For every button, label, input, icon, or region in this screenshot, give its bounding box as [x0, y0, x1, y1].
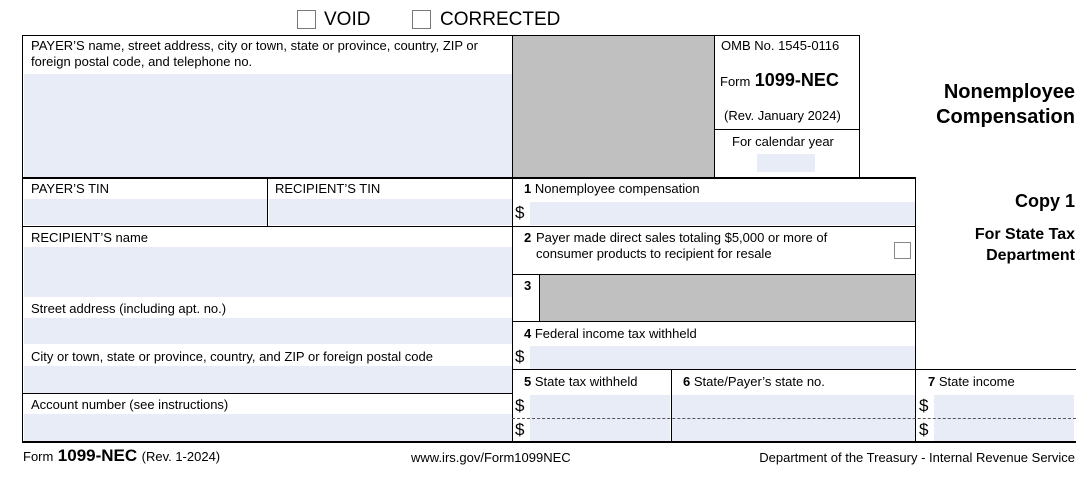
recipient-tin-field[interactable] — [269, 199, 512, 225]
box3-num — [524, 278, 531, 294]
row-226 — [22, 226, 916, 227]
frame-top — [22, 35, 860, 36]
recipient-name-label: RECIPIENT’S name — [31, 230, 149, 245]
box5-num: 5 — [524, 374, 532, 389]
box1-dollar: $ — [515, 203, 525, 222]
box4-dollar: $ — [515, 347, 525, 366]
form-title — [936, 80, 1075, 130]
footer-revision: (Rev. 1-2024) — [141, 449, 221, 464]
box1-field[interactable] — [530, 202, 915, 225]
box6-num: 6 — [683, 374, 691, 389]
copy-line1: For State Tax — [974, 226, 1075, 243]
footer-form-prefix: Form — [23, 449, 54, 464]
box2-checkbox[interactable] — [894, 242, 911, 259]
payer-info-field[interactable] — [24, 74, 512, 177]
box5-label — [524, 374, 637, 390]
box4-text: Federal income tax withheld — [534, 326, 697, 341]
row-321 — [512, 321, 916, 322]
account-number-field[interactable] — [24, 414, 512, 441]
omb-number: OMB No. 1545-0116 — [721, 38, 840, 53]
recipient-tin-label: RECIPIENT’S TIN — [275, 181, 381, 196]
void-label: VOID — [324, 9, 371, 30]
footer-url[interactable]: www.irs.gov/Form1099NEC — [411, 450, 571, 465]
box3-shaded — [540, 274, 915, 321]
row-274 — [512, 274, 916, 275]
row-177 — [22, 177, 916, 179]
omb-form-prefix: Form — [720, 74, 751, 89]
omb-form-id — [720, 70, 839, 91]
box6-label — [683, 374, 825, 390]
box7-dollar-2: $ — [919, 420, 929, 439]
calendar-year-label: For calendar year — [732, 134, 834, 149]
frame-bottom — [22, 441, 1076, 443]
title-line2: Compensation — [936, 106, 1075, 128]
row-393 — [22, 393, 512, 394]
box3-inner — [539, 274, 540, 321]
box1-num: 1 — [524, 181, 532, 196]
city-field[interactable] — [24, 366, 512, 393]
box7-text: State income — [938, 374, 1015, 389]
box7-num: 7 — [928, 374, 936, 389]
footer-form-id — [23, 446, 220, 466]
void-checkbox[interactable] — [297, 10, 316, 29]
omb-right — [859, 35, 860, 177]
shaded-area-top — [513, 36, 714, 177]
corrected-checkbox[interactable] — [412, 10, 431, 29]
recipient-name-field[interactable] — [24, 247, 512, 297]
col-divider-main — [512, 35, 513, 442]
box5-dollar-2: $ — [515, 420, 525, 439]
omb-revision: (Rev. January 2024) — [724, 108, 841, 123]
street-address-label: Street address (including apt. no.) — [31, 301, 227, 316]
box7-label — [928, 374, 1015, 390]
title-line1: Nonemployee — [943, 81, 1075, 103]
row-369 — [512, 369, 1076, 370]
frame-left — [22, 35, 23, 442]
box4-label — [524, 326, 697, 342]
account-number-label: Account number (see instructions) — [31, 397, 229, 412]
payer-tin-field[interactable] — [24, 199, 267, 225]
street-address-field[interactable] — [24, 318, 512, 344]
footer-form-name: 1099-NEC — [57, 446, 138, 465]
box7-dollar-1: $ — [919, 396, 929, 415]
omb-form-name: 1099-NEC — [754, 70, 839, 90]
copy-destination — [975, 224, 1075, 266]
box3-num-text: 3 — [524, 278, 532, 293]
box4-field[interactable] — [530, 346, 915, 369]
box2-num — [524, 230, 531, 246]
footer-department: Department of the Treasury - Internal Revenue Service — [759, 450, 1075, 465]
copy-line2: Department — [986, 247, 1075, 264]
box5-6-divider — [671, 369, 672, 442]
payer-tin-label: PAYER’S TIN — [31, 181, 110, 196]
omb-left — [714, 35, 715, 177]
box5-text: State tax withheld — [534, 374, 638, 389]
box2-label: Payer made direct sales totaling $5,000 or more of consumer products to recipient for resale — [536, 230, 828, 261]
box6-7-divider — [915, 369, 916, 442]
box1-text: Nonemployee compensation — [534, 181, 700, 196]
calendar-year-field[interactable] — [757, 154, 815, 172]
box4-num: 4 — [524, 326, 532, 341]
omb-cal-divider — [714, 129, 859, 130]
box2-num-text: 2 — [524, 230, 532, 245]
box5-dollar-1: $ — [515, 396, 525, 415]
state-dashed-line — [512, 418, 1076, 419]
box1-label — [524, 181, 700, 197]
corrected-label: CORRECTED — [440, 9, 561, 30]
copy-title: Copy 1 — [1014, 191, 1075, 211]
city-label: City or town, state or province, country, and ZIP or foreign postal code — [31, 349, 433, 364]
payer-block-label: PAYER’S name, street address, city or town, state or province, country, ZIP or foreign postal code, and telephone no. — [31, 38, 478, 69]
tin-divider — [267, 177, 268, 226]
box6-text: State/Payer’s state no. — [693, 374, 825, 389]
